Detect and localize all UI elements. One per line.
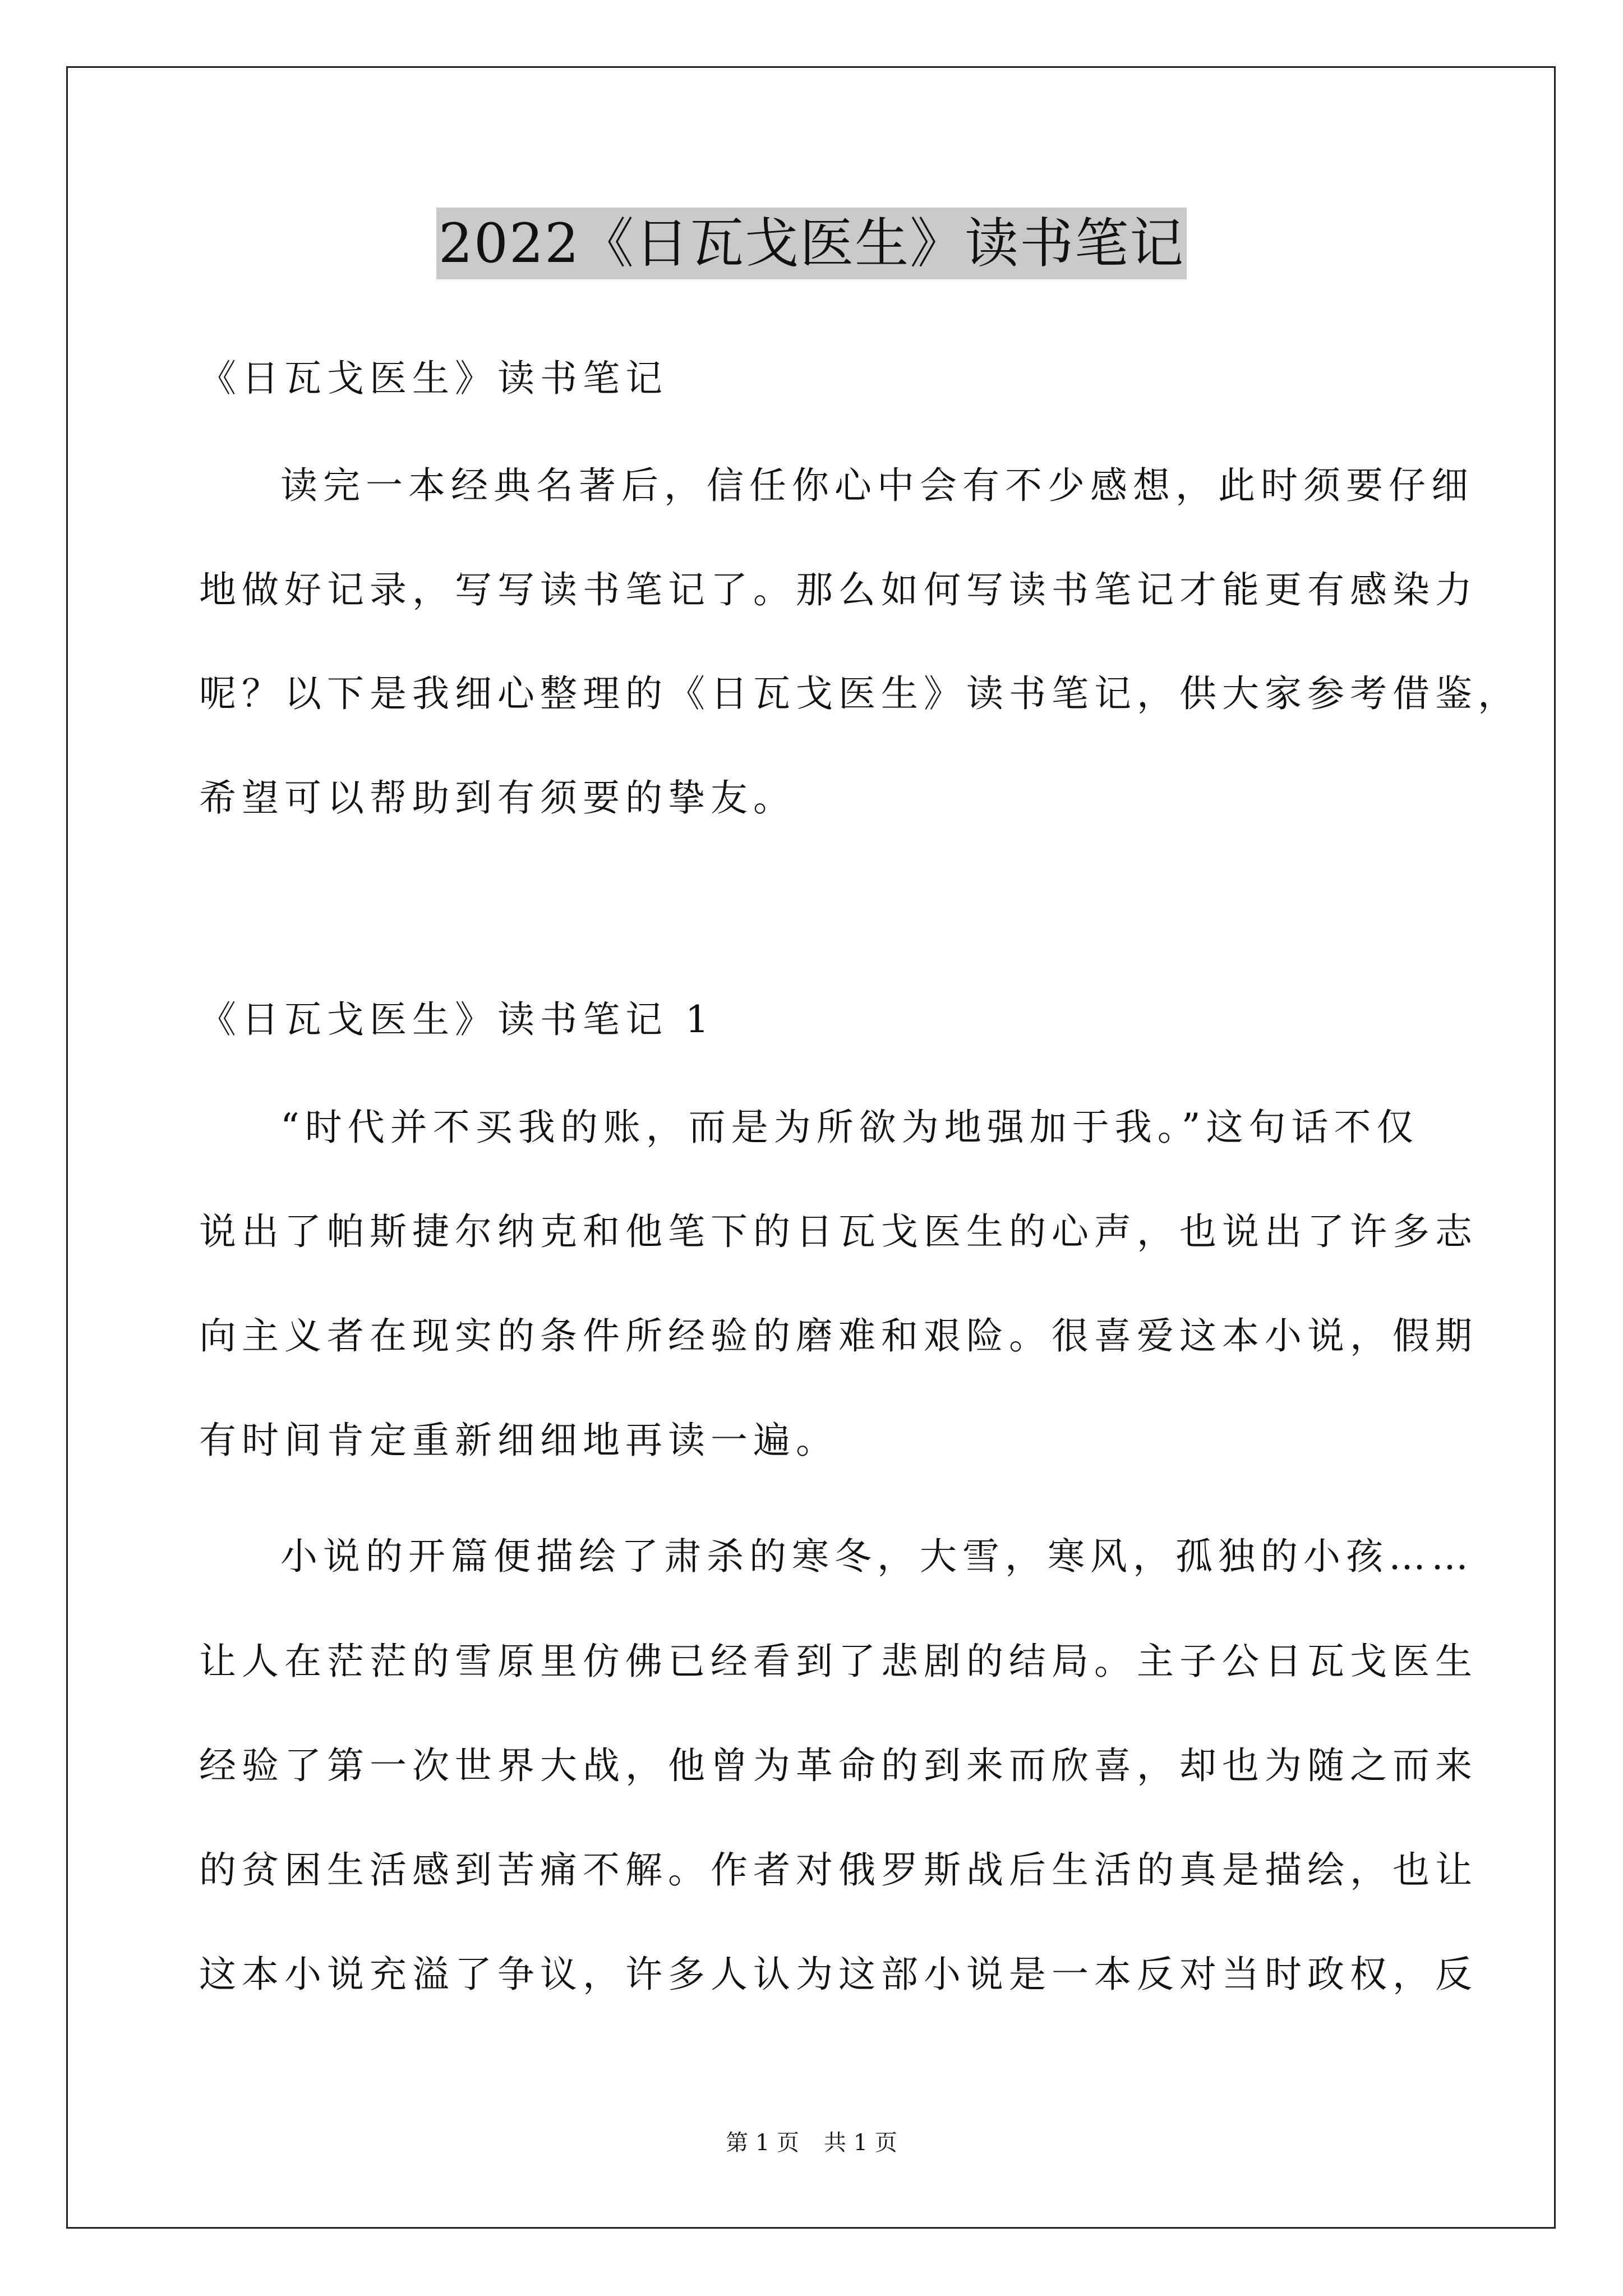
paragraph1-line: 向主义者在现实的条件所经验的磨难和艰险。很喜爱这本小说，假期 [199, 1314, 1478, 1358]
page-number: 第 1 页 [726, 2130, 799, 2156]
paragraph1-line: 说出了帕斯捷尔纳克和他笔下的日瓦戈医生的心声，也说出了许多志 [199, 1210, 1478, 1253]
paragraph2-line: 让人在茫茫的雪原里仿佛已经看到了悲剧的结局。主子公日瓦戈医生 [199, 1640, 1478, 1683]
page-total: 共 1 页 [824, 2130, 897, 2156]
paragraph2-line: 经验了第一次世界大战，他曾为革命的到来而欣喜，却也为随之而来 [199, 1744, 1478, 1787]
section-heading: 《日瓦戈医生》读书笔记 1 [199, 998, 714, 1041]
paragraph1-line: 有时间肯定重新细细地再读一遍。 [199, 1419, 838, 1462]
title-container [0, 208, 1623, 279]
intro-line: 读完一本经典名著后，信任你心中会有不少感想，此时须要仔细 [280, 464, 1474, 507]
paragraph2-line: 小说的开篇便描绘了肃杀的寒冬，大雪，寒风，孤独的小孩…… [280, 1535, 1474, 1578]
intro-line: 希望可以帮助到有须要的挚友。 [199, 776, 796, 820]
intro-line: 地做好记录，写写读书笔记了。那么如何写读书笔记才能更有感染力 [199, 568, 1478, 611]
document-subtitle: 《日瓦戈医生》读书笔记 [199, 357, 668, 400]
intro-line: 呢？以下是我细心整理的《日瓦戈医生》读书笔记，供大家参考借鉴， [199, 672, 1520, 715]
paragraph1-line: “时代并不买我的账，而是为所欲为地强加于我。”这句话不仅 [280, 1106, 1419, 1149]
document-title: 2022《日瓦戈医生》读书笔记 [436, 208, 1187, 279]
paragraph2-line: 这本小说充溢了争议，许多人认为这部小说是一本反对当时政权，反 [199, 1953, 1478, 1996]
page-footer [0, 2129, 1623, 2157]
paragraph2-line: 的贫困生活感到苦痛不解。作者对俄罗斯战后生活的真是描绘，也让 [199, 1848, 1478, 1892]
